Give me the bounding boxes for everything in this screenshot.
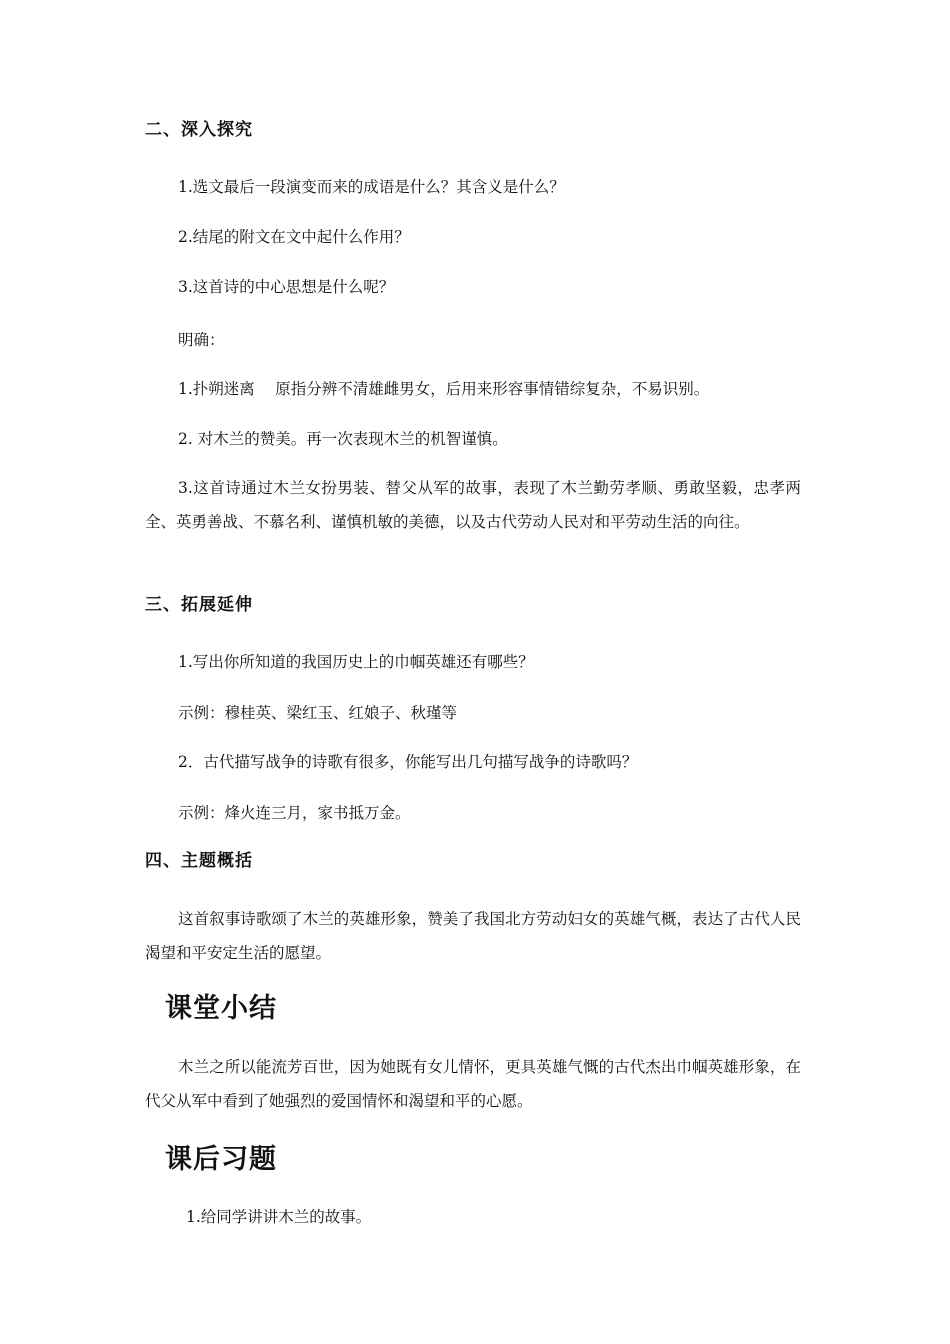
- extension-question-2: 2．古代描写战争的诗歌有很多，你能写出几句描写战争的诗歌吗？: [178, 753, 638, 771]
- homework-item-1: 1.给同学讲讲木兰的故事。: [186, 1208, 372, 1226]
- question-2: 2.结尾的附文在文中起什么作用？: [178, 228, 410, 246]
- section-heading-theme-summary: 四、主题概括: [145, 851, 253, 871]
- answer-3-paragraph: 3.这首诗通过木兰女扮男装、替父从军的故事，表现了木兰勤劳孝顺、勇敢坚毅，忠孝两全、英勇善战、不慕名利、谨慎机敏的美德，以及古代劳动人民对和平劳动生活的向往。: [145, 479, 801, 531]
- section-heading-deep-inquiry: 二、深入探究: [145, 120, 253, 140]
- answer-label: 明确：: [178, 331, 225, 349]
- extension-example-2: 示例：烽火连三月，家书抵万金。: [178, 804, 411, 822]
- section-heading-extension: 三、拓展延伸: [145, 595, 253, 615]
- question-1: 1.选文最后一段演变而来的成语是什么？其含义是什么？: [178, 178, 565, 196]
- homework-heading: 课后习题: [165, 1144, 277, 1175]
- class-summary-heading: 课堂小结: [165, 993, 277, 1024]
- extension-question-1: 1.写出你所知道的我国历史上的巾帼英雄还有哪些？: [178, 653, 534, 671]
- class-summary-paragraph: 木兰之所以能流芳百世，因为她既有女儿情怀，更具英雄气慨的古代杰出巾帼英雄形象，在代父从军中看到了她强烈的爱国情怀和渴望和平的心愿。: [145, 1058, 801, 1110]
- extension-example-1: 示例：穆桂英、梁红玉、红娘子、秋瑾等: [178, 704, 458, 722]
- answer-1: 1.扑朔迷离 原指分辨不清雄雌男女，后用来形容事情错综复杂，不易识别。: [178, 380, 710, 398]
- question-3: 3.这首诗的中心思想是什么呢？: [178, 278, 395, 296]
- answer-2: 2. 对木兰的赞美。再一次表现木兰的机智谨慎。: [178, 430, 508, 448]
- theme-summary-paragraph: 这首叙事诗歌颂了木兰的英雄形象，赞美了我国北方劳动妇女的英雄气概，表达了古代人民渴望和平安定生活的愿望。: [145, 910, 801, 962]
